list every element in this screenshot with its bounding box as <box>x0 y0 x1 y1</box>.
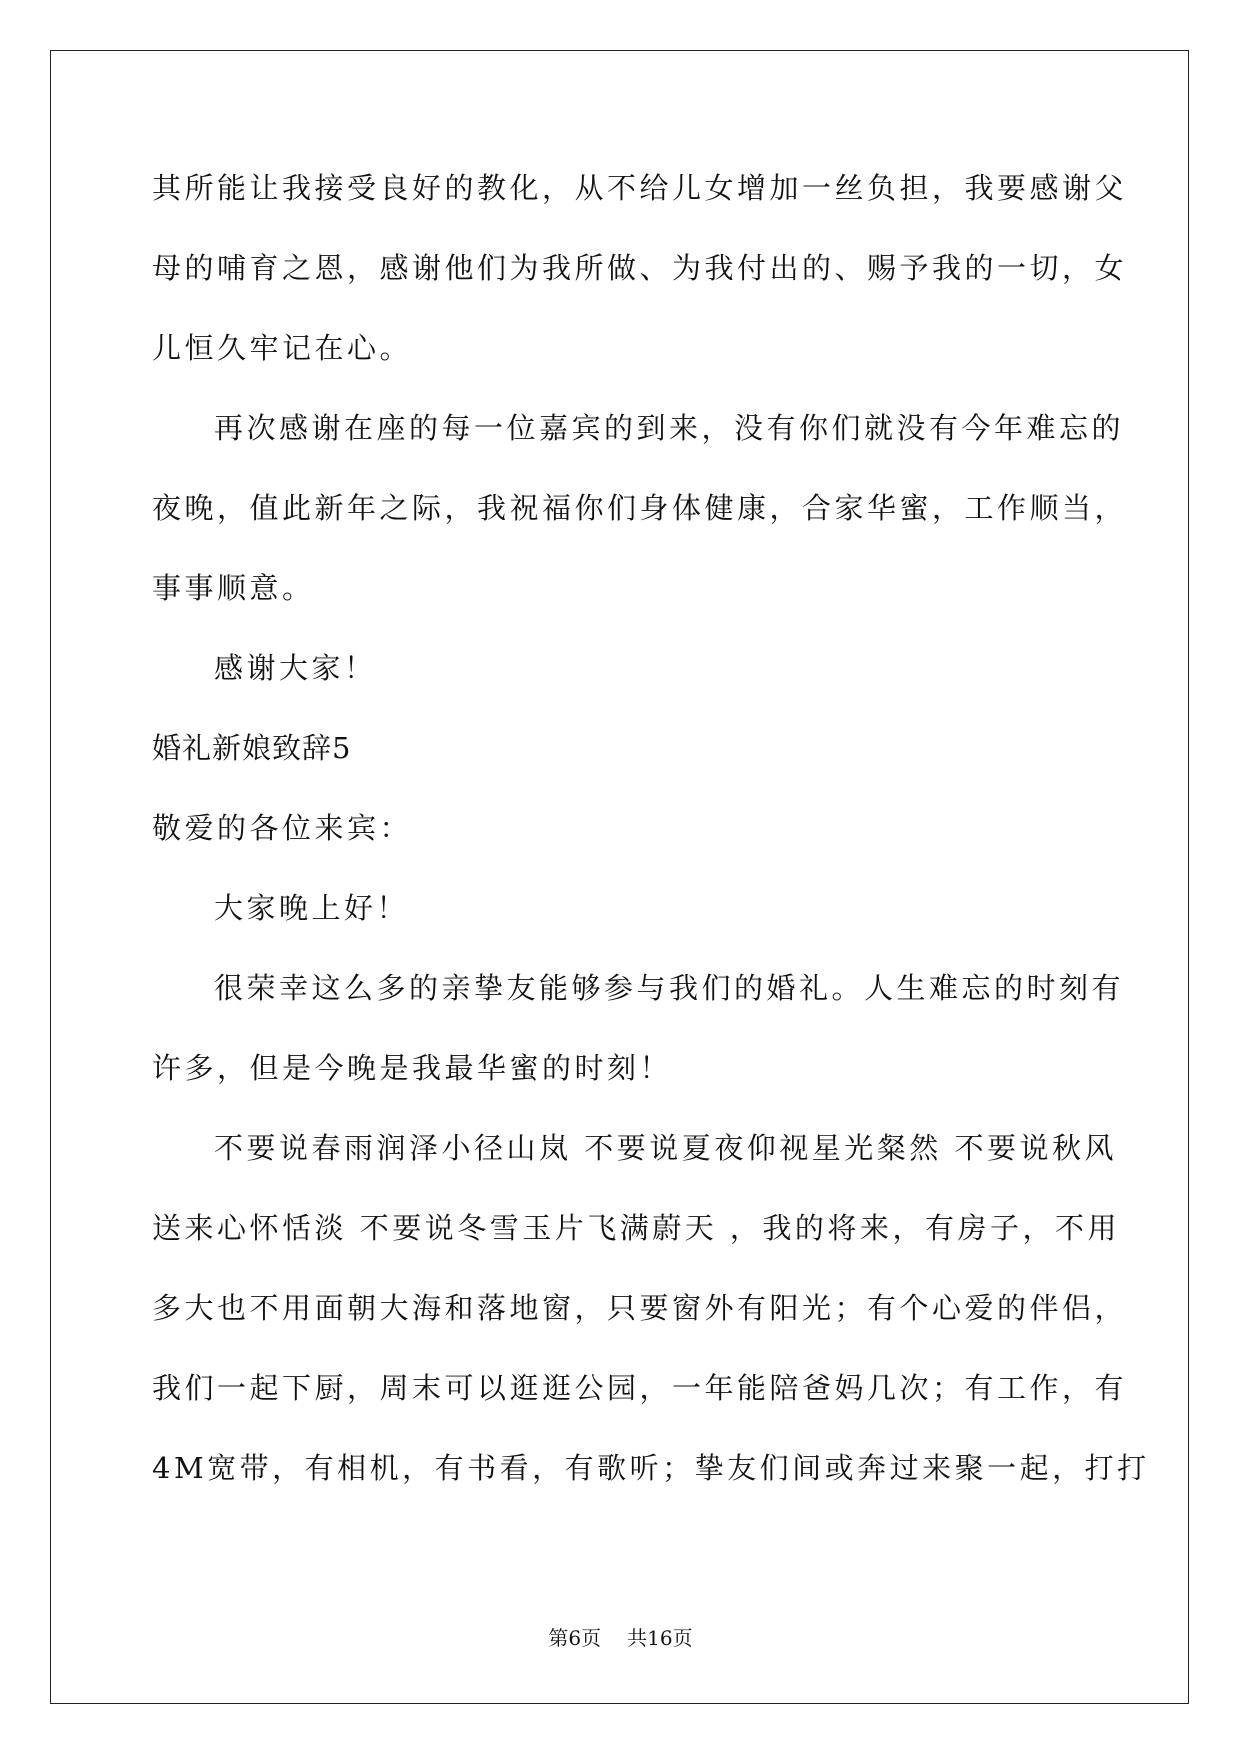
text-line: 儿恒久牢记在心。 <box>152 331 413 365</box>
text-line: 许多，但是今晚是我最华蜜的时刻！ <box>152 1051 673 1085</box>
text-line: 多大也不用面朝大海和落地窗，只要窗外有阳光；有个心爱的伴侣， <box>152 1291 1128 1325</box>
text-line: 送来心怀恬淡 不要说冬雪玉片飞满蔚天 ，我的将来，有房子，不用 <box>152 1211 1120 1245</box>
page-number: 第6页 <box>548 1626 602 1650</box>
text-line: 夜晚，值此新年之际，我祝福你们身体健康，合家华蜜，工作顺当， <box>152 491 1128 525</box>
salutation: 敬爱的各位来宾： <box>152 811 413 845</box>
text-line: 其所能让我接受良好的教化，从不给儿女增加一丝负担，我要感谢父 <box>152 171 1128 205</box>
section-heading: 婚礼新娘致辞5 <box>152 731 352 765</box>
text-line: 母的哺育之恩，感谢他们为我所做、为我付出的、赐予我的一切，女 <box>152 251 1128 285</box>
page-total: 共16页 <box>627 1626 693 1650</box>
paragraph-start: 不要说春雨润泽小径山岚 不要说夏夜仰视星光粲然 不要说秋风 <box>214 1131 1117 1165</box>
paragraph-start: 再次感谢在座的每一位嘉宾的到来，没有你们就没有今年难忘的 <box>214 411 1125 445</box>
page-footer <box>0 1622 1241 1651</box>
text-line: 4M宽带，有相机，有书看，有歌听；挚友们间或奔过来聚一起，打打 <box>152 1451 1150 1485</box>
greeting: 大家晚上好！ <box>214 891 410 925</box>
text-line: 事事顺意。 <box>152 571 315 605</box>
paragraph-start: 很荣幸这么多的亲挚友能够参与我们的婚礼。人生难忘的时刻有 <box>214 971 1125 1005</box>
text-line: 我们一起下厨，周末可以逛逛公园，一年能陪爸妈几次；有工作，有 <box>152 1371 1128 1405</box>
paragraph-start: 感谢大家！ <box>214 651 377 685</box>
